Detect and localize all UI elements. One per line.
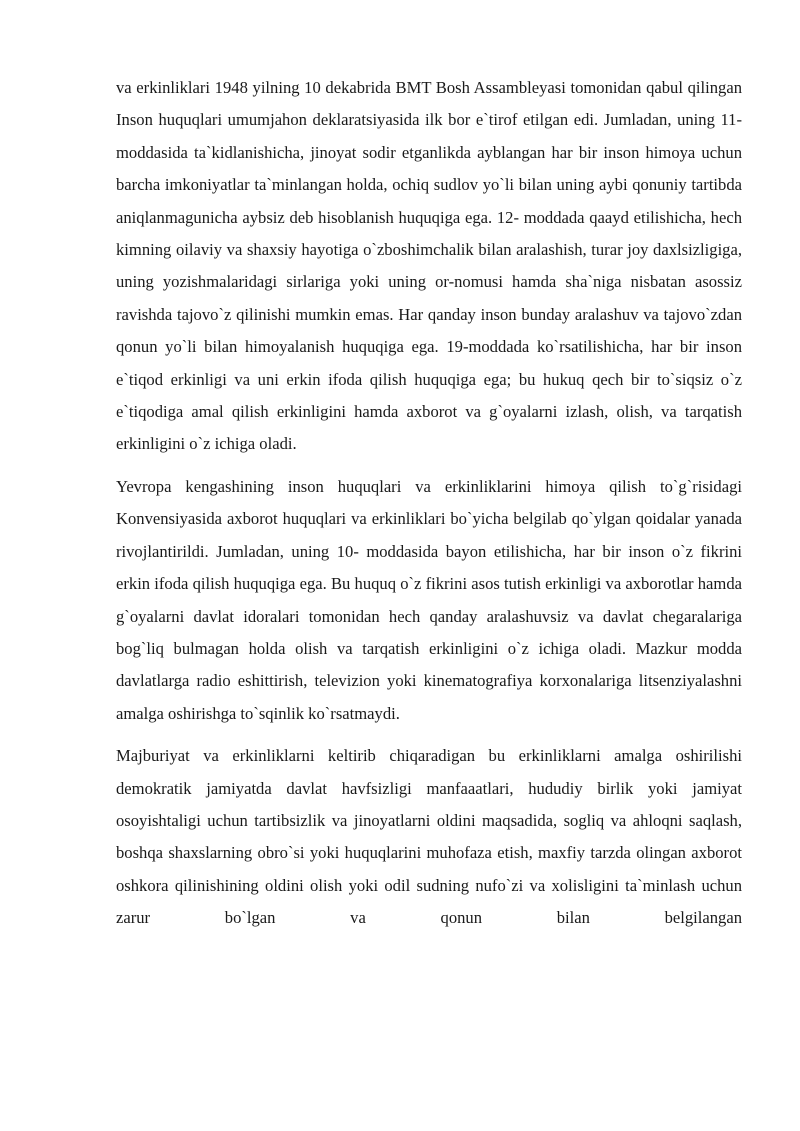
paragraph-2: Yevropa kengashining inson huquqlari va erkinliklarini himoya qilish to`g`risidagi Konvensiyasida axborot huquqlari va erkinliklari bo`yicha belgilab qo`ylgan qoidalar yanada rivojlantirildi. Jumladan, uning 10- moddasida bayon etilishicha, har bir inson o`z fikrini erkin ifoda qilish huquqiga ega. Bu huquq o`z fikrini asos tutish erkinligi va axborotlar hamda g`oyalarni davlat idoralari tomonidan hech qanday aralashuvsiz va davlat chegaralariga bog`liq bulmagan holda olish va tarqatish erkinligini o`z ichiga oladi. Mazkur modda davlatlarga radio eshittirish, televizion yoki kinematografiya korxonalariga litsenziyalashni amalga oshirishga to`sqinlik ko`rsatmaydi. bbox=[116, 476, 742, 723]
paragraph-3: Majburiyat va erkinliklarni keltirib chiqaradigan bu erkinliklarni amalga oshirilishi demokratik jamiyatda davlat havfsizligi manfaaatlari, hududiy birlik yoki jamiyat osoyishtaligi uchun tartibsizlik va jinoyatlarni oldini maqsadida, sogliq va ahloqni saqlash, boshqa shaxslarning obro`si yoki huquqlarini muhofaza etish, maxfiy tarzda olingan axborot oshkora qilinishining oldini olish yoki odil sudning nufo`zi va xolisligini ta`minlash uchun zarur bo`lgan va qonun bilan belgilangan bbox=[116, 746, 742, 928]
paragraph-1: va erkinliklari 1948 yilning 10 dekabrida BMT Bosh Assambleyasi tomonidan qabul qilingan Inson huquqlari umumjahon deklaratsiyasida ilk bor e`tirof etilgan edi. Jumladan, uning 11- moddasida ta`kidlanishicha, jinoyat sodir etganlikda ayblangan har bir inson himoya uchun barcha imkoniyatlar ta`minlangan holda, ochiq sudlov yo`li bilan uning aybi qonuniy tartibda aniqlanmagunicha aybsiz deb hisoblanish huquqiga ega. 12- moddada qaayd etilishicha, hech kimning oilaviy va shaxsiy hayotiga o`zboshimchalik bilan aralashish, turar joy daxlsizligiga, uning yozishmalaridagi sirlariga yoki uning or-nomusi hamda sha`niga nisbatan asossiz ravishda tajovo`z qilinishi mumkin emas. Har qanday inson bunday aralashuv va tajovo`zdan qonun yo`li bilan himoyalanish huquqiga ega. 19-moddada ko`rsatilishicha, har bir inson e`tiqod erkinligi va uni erkin ifoda qilish huquqiga ega; bu hukuq qech bir to`siqsiz o`z e`tiqodiga amal qilish erkinligini hamda axborot va g`oyalarni izlash, olish, va tarqatish erkinligini o`z ichiga oladi. bbox=[116, 78, 742, 454]
document-page bbox=[116, 72, 742, 945]
